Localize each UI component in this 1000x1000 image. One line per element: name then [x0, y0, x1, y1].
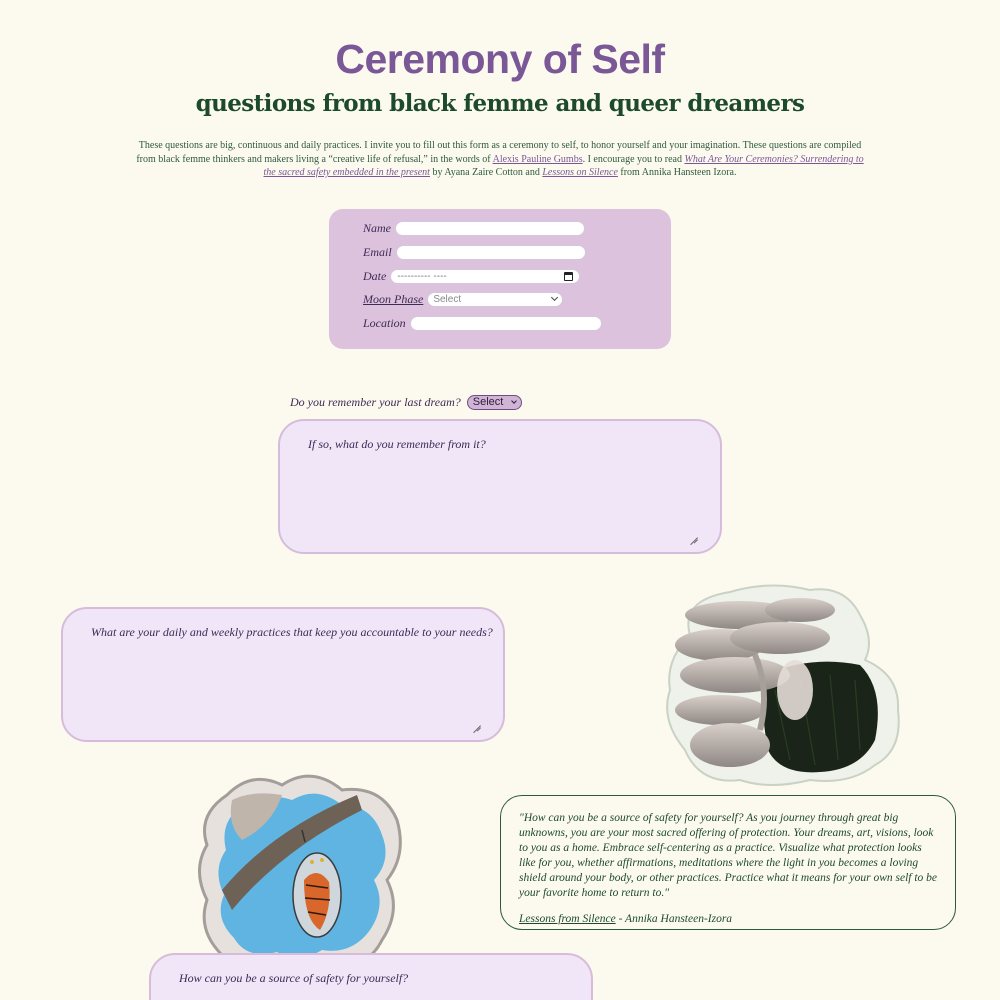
email-label: Email: [363, 244, 392, 259]
moon-phase-select-value: Select: [433, 293, 462, 305]
dream-select[interactable]: [467, 395, 522, 410]
intro-text-2: . I encourage you to read: [582, 153, 685, 165]
practices-textarea-placeholder: What are your daily and weekly practices that keep you accountable to your needs?: [91, 625, 493, 639]
quote-citation: [519, 913, 939, 925]
page-title: Ceremony of Self: [335, 36, 665, 82]
date-row: [363, 268, 580, 284]
safety-textarea[interactable]: [149, 953, 593, 1000]
link-what-are-your-ceremonies[interactable]: What Are Your Ceremonies? Surrendering to the sacred safety embedded in the present: [263, 153, 864, 178]
intro-text-1: These questions are big, continuous and daily practices. I invite you to fill out this form as a ceremony to self, to honor yourself and your imagination. These questions are compiled from black femme thinkers and makers living a “creative life of refusal,” in the words of: [136, 140, 862, 165]
name-row: [363, 220, 585, 236]
resize-handle-icon[interactable]: [473, 718, 481, 726]
moon-phase-row: [363, 291, 563, 307]
link-alexis-pauline-gumbs[interactable]: Alexis Pauline Gumbs: [492, 153, 583, 165]
dream-select-value: Select: [472, 396, 504, 408]
location-label: Location: [363, 315, 406, 330]
intro-paragraph: [130, 139, 870, 180]
dream-question: Do you remember your last dream?: [290, 394, 461, 409]
intro-text-4: from Annika Hansteen Izora.: [617, 167, 737, 178]
mushroom-image: [660, 580, 905, 790]
name-label: Name: [363, 220, 391, 235]
page-subtitle: questions from black femme and queer dreamers: [195, 90, 805, 117]
chevron-down-icon: [551, 294, 558, 301]
calendar-icon[interactable]: [564, 272, 573, 281]
link-lessons-from-silence[interactable]: Lessons from Silence: [519, 913, 616, 925]
date-placeholder: ---------- ----: [397, 270, 447, 282]
intro-text-3: by Ayana Zaire Cotton and: [429, 167, 543, 178]
email-input[interactable]: [396, 245, 586, 260]
dream-textarea[interactable]: [278, 419, 722, 554]
link-lessons-on-silence[interactable]: Lessons on Silence: [542, 167, 618, 178]
personal-info-card: [329, 209, 671, 349]
quote-author: - Annika Hansteen-Izora: [615, 913, 733, 925]
dream-textarea-placeholder: If so, what do you remember from it?: [308, 437, 486, 451]
resize-handle-icon[interactable]: [690, 530, 698, 538]
quote-card: [500, 795, 956, 930]
date-label: Date: [363, 268, 387, 283]
moon-phase-label[interactable]: Moon Phase: [363, 291, 424, 306]
safety-textarea-placeholder: How can you be a source of safety for yourself?: [179, 971, 409, 985]
location-row: [363, 315, 602, 331]
chevron-down-icon: [511, 398, 517, 404]
email-row: [363, 244, 586, 260]
date-input[interactable]: [390, 269, 580, 284]
moon-phase-select[interactable]: [427, 292, 563, 307]
name-input[interactable]: [395, 221, 585, 236]
practices-textarea[interactable]: [61, 607, 505, 742]
quote-text: "How can you be a source of safety for yourself? As you journey through great big unknowns, you are your most sacred offering of protection. Your dreams, art, visions, look to you as a home. Embrace self-centering as a practice. Visualize what protection looks like for you, whether affirmations, meditations where the light in you becomes a loving shield around your body, or other practices. Practice what it means for your own self to be your favorite home to return to.": [519, 812, 938, 899]
dream-question-row: [290, 394, 522, 410]
location-input[interactable]: [410, 316, 602, 331]
